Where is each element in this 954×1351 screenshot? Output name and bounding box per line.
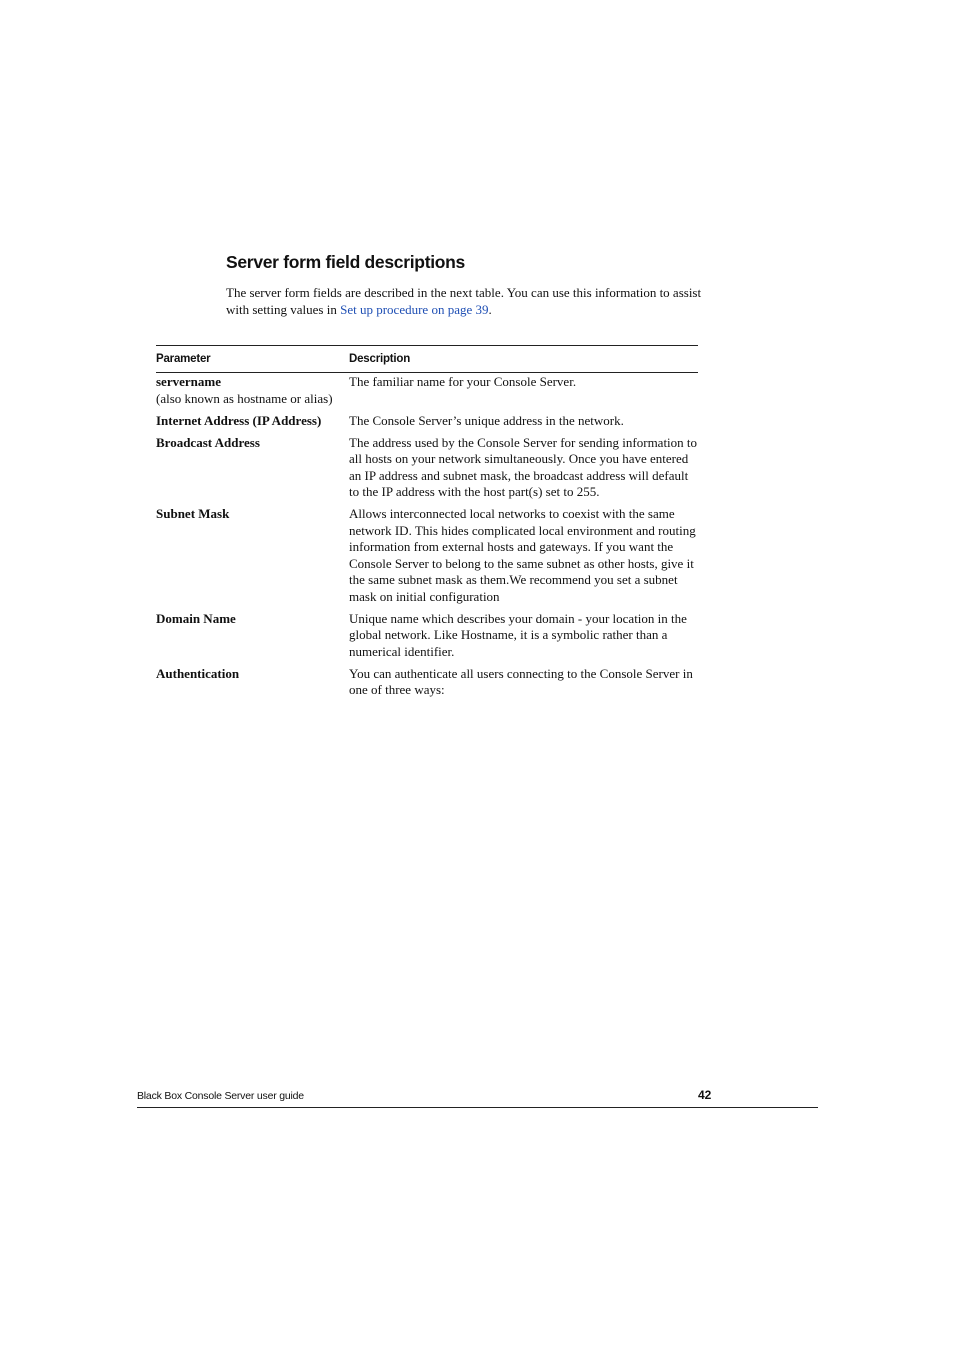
footer-title: Black Box Console Server user guide	[137, 1090, 304, 1102]
description-cell: You can authenticate all users connecting to the Console Server in one of three ways:	[349, 665, 693, 697]
header-parameter: Parameter	[156, 353, 211, 365]
page-number: 42	[698, 1088, 712, 1102]
table-row	[156, 666, 698, 699]
description-cell: The address used by the Console Server for sending information to all hosts on your network simultaneously. Once you have entered an IP address and subnet mask, the broadcast address will default to the IP address with the host part(s) set to 255.	[349, 434, 698, 499]
table-header-row	[156, 345, 698, 373]
parameter-name: servername	[156, 374, 221, 389]
parameter-name: Authentication	[156, 665, 240, 681]
description-cell: Allows interconnected local networks to coexist with the same network ID. This hides complicated local environment and routing information from external hosts and gateways. If you want the Console Server to belong to the same subnet as other hosts, give it the same subnet mask as them.We recommend you set a subnet mask on initial configuration	[349, 506, 696, 604]
parameter-name: Subnet Mask	[156, 506, 230, 521]
table-row	[156, 611, 698, 661]
intro-text: The server form fields are described in the next table. You can use this information to assist with setting values in	[226, 285, 702, 317]
parameter-name: Internet Address (IP Address)	[156, 412, 322, 428]
parameter-cell	[156, 374, 349, 407]
intro-end: .	[488, 301, 492, 317]
setup-procedure-link[interactable]: Set up procedure on page 39	[340, 301, 489, 317]
parameter-cell	[156, 413, 349, 430]
description-cell: The Console Server’s unique address in the network.	[349, 412, 624, 428]
intro-paragraph	[226, 285, 706, 318]
section-heading: Server form field descriptions	[226, 252, 465, 272]
table-body	[156, 373, 698, 699]
parameter-note: (also known as hostname or alias)	[156, 390, 333, 406]
table-row	[156, 374, 698, 407]
description-cell: The familiar name for your Console Server.	[349, 374, 577, 389]
parameter-cell	[156, 611, 349, 661]
description-cell: Unique name which describes your domain - your location in the global network. Like Hostname, it is a symbolic rather than a numerical identifier.	[349, 610, 687, 659]
parameter-cell	[156, 666, 349, 699]
parameter-name: Broadcast Address	[156, 434, 260, 450]
table-row	[156, 413, 698, 430]
table-row	[156, 506, 698, 605]
parameter-name: Domain Name	[156, 610, 236, 626]
page-footer	[137, 1086, 818, 1108]
parameter-cell	[156, 506, 349, 605]
parameter-cell	[156, 435, 349, 501]
field-descriptions-table	[156, 345, 698, 704]
table-row	[156, 435, 698, 501]
header-description: Description	[349, 353, 411, 365]
